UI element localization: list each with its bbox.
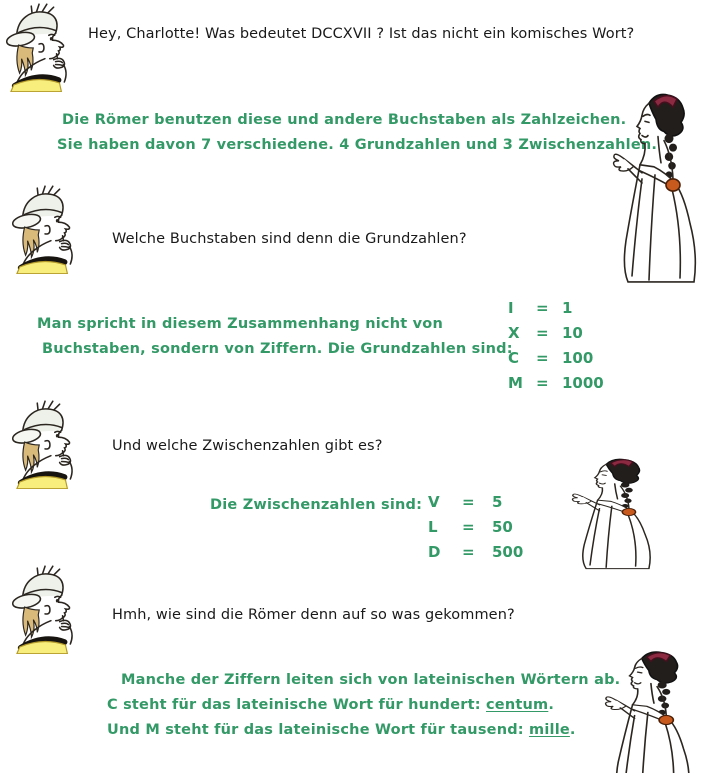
boy-figure: [12, 564, 82, 654]
boy-figure: [6, 2, 76, 92]
latin-term-mille: mille: [529, 722, 570, 738]
sentence-period: .: [548, 697, 555, 713]
equals-sign: =: [536, 374, 549, 392]
numeral-value: 100: [562, 349, 594, 367]
numeral-value: 10: [562, 324, 583, 342]
sentence-period: .: [569, 722, 576, 738]
numeral-value: 1000: [562, 374, 604, 392]
equals-sign: =: [462, 518, 475, 536]
question-2: Welche Buchstaben sind denn die Grundzahlen?: [112, 231, 467, 247]
equals-sign: =: [536, 349, 549, 367]
boy-figure: [12, 184, 82, 274]
latin-term-centum: centum: [486, 697, 549, 713]
table-row: [428, 540, 523, 565]
answer-4-line-2-text: C steht für das lateinische Wort für hundert:: [107, 697, 486, 713]
equals-sign: =: [462, 543, 475, 561]
numeral-value: 5: [492, 493, 503, 511]
table-row: [428, 490, 523, 515]
numeral-value: 1: [562, 299, 573, 317]
numeral-symbol: V: [428, 493, 440, 511]
answer-4-line-3-text: Und M steht für das lateinische Wort für tausend:: [107, 722, 530, 738]
question-4: Hmh, wie sind die Römer denn auf so was gekommen?: [112, 607, 515, 623]
girl-figure: [612, 84, 711, 286]
answer-4-line-3: [107, 722, 576, 738]
answer-1-line-2: Sie haben davon 7 verschiedene. 4 Grundzahlen und 3 Zwischenzahlen.: [57, 137, 658, 153]
answer-4-line-2: [107, 697, 554, 713]
equals-sign: =: [536, 299, 549, 317]
answer-3-label: Die Zwischenzahlen sind:: [210, 497, 423, 513]
grundzahlen-table: [508, 296, 604, 396]
table-row: [508, 321, 604, 346]
numeral-symbol: M: [508, 374, 523, 392]
answer-2-line-2: Buchstaben, sondern von Ziffern. Die Grundzahlen sind:: [42, 341, 513, 357]
numeral-symbol: D: [428, 543, 441, 561]
numeral-value: 50: [492, 518, 513, 536]
girl-figure: [604, 644, 706, 773]
boy-figure: [12, 399, 82, 489]
question-3: Und welche Zwischenzahlen gibt es?: [112, 438, 383, 454]
numeral-value: 500: [492, 543, 524, 561]
answer-4-line-1: Manche der Ziffern leiten sich von lateinischen Wörtern ab.: [121, 672, 621, 688]
numeral-symbol: I: [508, 299, 514, 317]
numeral-symbol: C: [508, 349, 520, 367]
answer-2-line-1: Man spricht in diesem Zusammenhang nicht von: [37, 316, 443, 332]
equals-sign: =: [536, 324, 549, 342]
equals-sign: =: [462, 493, 475, 511]
question-1: Hey, Charlotte! Was bedeutet DCCXVII ? Ist das nicht ein komisches Wort?: [88, 26, 635, 42]
girl-figure: [571, 453, 666, 571]
table-row: [428, 515, 523, 540]
table-row: [508, 296, 604, 321]
zwischenzahlen-table: [428, 490, 523, 565]
numeral-symbol: X: [508, 324, 520, 342]
table-row: [508, 346, 604, 371]
table-row: [508, 371, 604, 396]
numeral-symbol: L: [428, 518, 438, 536]
answer-1-line-1: Die Römer benutzen diese und andere Buchstaben als Zahlzeichen.: [62, 112, 627, 128]
